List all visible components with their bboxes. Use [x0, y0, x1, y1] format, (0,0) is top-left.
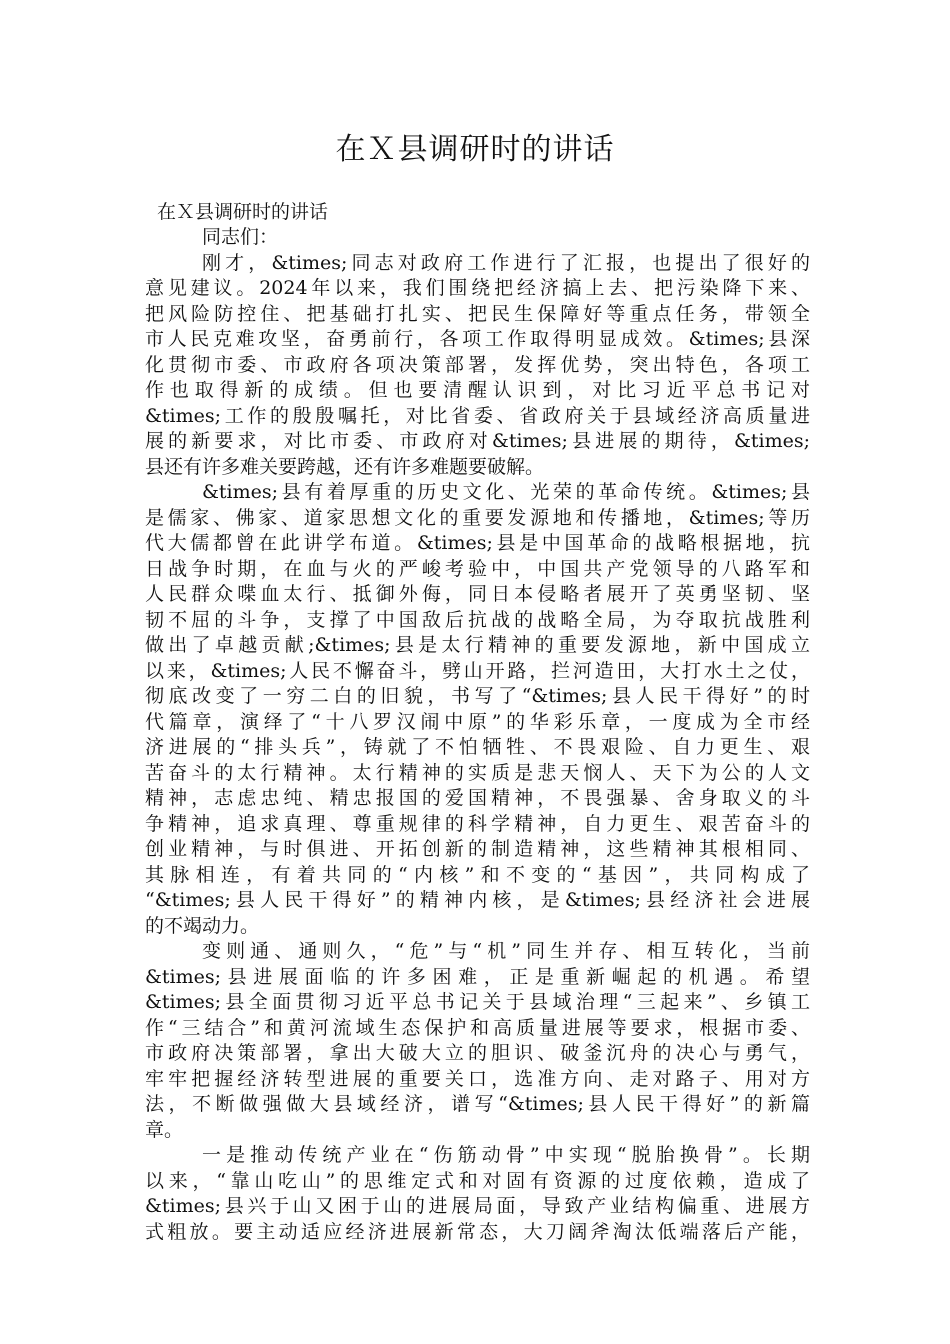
text-line: 县还有许多难关要跨越，还有许多难题要破解。: [145, 455, 545, 478]
text-line: 章。: [145, 1118, 184, 1141]
text-line: 济进展的“排头兵”，铸就了不怕牺牲、不畏艰险、自力更生、艰: [145, 736, 810, 758]
page-title: 在Ｘ县调研时的讲话: [335, 132, 615, 167]
text-line: 市政府决策部署，拿出大破大立的胆识、破釜沉舟的决心与勇气，: [145, 1042, 810, 1064]
text-line: 韧不屈的斗争，支撑了中国敌后抗战的战略全局，为夺取抗战胜利: [145, 608, 810, 631]
text-line: 日战争时期，在血与火的严峻考验中，中国共产党领导的八路军和: [145, 557, 810, 580]
text-line: 式粗放。要主动适应经济进展新常态，大刀阔斧淘汰低端落后产能，: [145, 1220, 810, 1243]
text-line: 作也取得新的成绩。但也要清醒认识到，对比习近平总书记对: [145, 379, 810, 401]
text-line: 意见建议。2024年以来，我们围绕把经济搞上去、把污染降下来、: [145, 277, 810, 299]
text-line: 牢牢把握经济转型进展的重要关口，选准方向、走对路子、用对方: [145, 1067, 810, 1090]
text-line: &times;县全面贯彻习近平总书记关于县域治理“三起来”、乡镇工: [145, 991, 810, 1013]
text-line: 争精神，追求真理、尊重规律的科学精神，自力更生、艰苦奋斗的: [145, 812, 810, 835]
text-line: 苦奋斗的太行精神。太行精神的实质是悲天悯人、天下为公的人文: [145, 761, 810, 784]
text-line: 做出了卓越贡献;&times;县是太行精神的重要发源地，新中国成立: [145, 634, 810, 656]
document-subtitle: 在Ｘ县调研时的讲话: [157, 201, 329, 223]
text-line: “&times;县人民干得好”的精神内核，是&times;县经济社会进展: [145, 889, 810, 911]
greeting-line: 同志们：: [202, 226, 279, 248]
document-body: [145, 225, 810, 1245]
text-line: 变则通、通则久，“危”与“机”同生并存、相互转化，当前: [202, 940, 810, 962]
text-line: 展的新要求，对比市委、市政府对&times;县进展的期待，&times;: [145, 430, 810, 452]
text-line: 人民群众喋血太行、抵御外侮，同日本侵略者展开了英勇坚韧、坚: [145, 583, 810, 605]
text-line: &times;工作的殷殷嘱托，对比省委、省政府关于县域经济高质量进: [145, 404, 810, 427]
text-line: 代大儒都曾在此讲学布道。&times;县是中国革命的战略根据地，抗: [145, 532, 810, 554]
text-line: 其脉相连，有着共同的“内核”和不变的“基因”，共同构成了: [145, 863, 810, 886]
text-line: 代篇章，演绎了“十八罗汉闹中原”的华彩乐章，一度成为全市经: [145, 710, 810, 733]
text-line: 作“三结合”和黄河流域生态保护和高质量进展等要求，根据市委、: [145, 1016, 810, 1039]
text-line: 法，不断做强做大县域经济，谱写“&times;县人民干得好”的新篇: [145, 1093, 810, 1115]
text-line: 创业精神，与时俱进、开拓创新的制造精神，这些精神其根相同、: [145, 838, 810, 860]
text-line: 化贯彻市委、市政府各项决策部署，发挥优势，突出特色，各项工: [145, 353, 810, 376]
text-line: 是儒家、佛家、道家思想文化的重要发源地和传播地，&times;等历: [145, 506, 810, 529]
text-line: 以来，“靠山吃山”的思维定式和对固有资源的过度依赖，造成了: [145, 1169, 810, 1192]
text-line: 彻底改变了一穷二白的旧貌，书写了“&times;县人民干得好”的时: [145, 685, 810, 707]
text-line: 一是推动传统产业在“伤筋动骨”中实现“脱胎换骨”。长期: [202, 1144, 810, 1166]
text-line: &times;县进展面临的许多困难，正是重新崛起的机遇。希望: [145, 965, 810, 988]
text-line: 刚才，&times;同志对政府工作进行了汇报，也提出了很好的: [202, 251, 810, 274]
text-line: 把风险防控住、把基础打扎实、把民生保障好等重点任务，带领全: [145, 302, 810, 325]
text-line: 精神，志虑忠纯、精忠报国的爱国精神，不畏强暴、舍身取义的斗: [145, 787, 810, 809]
text-line: &times;县有着厚重的历史文化、光荣的革命传统。&times;县: [202, 481, 810, 503]
text-line: 的不竭动力。: [145, 914, 260, 937]
text-line: 以来，&times;人民不懈奋斗，劈山开路，拦河造田，大打水土之仗，: [145, 659, 810, 682]
text-line: &times;县兴于山又困于山的进展局面，导致产业结构偏重、进展方: [145, 1195, 810, 1217]
text-line: 市人民克难攻坚，奋勇前行，各项工作取得明显成效。&times;县深: [145, 328, 810, 350]
